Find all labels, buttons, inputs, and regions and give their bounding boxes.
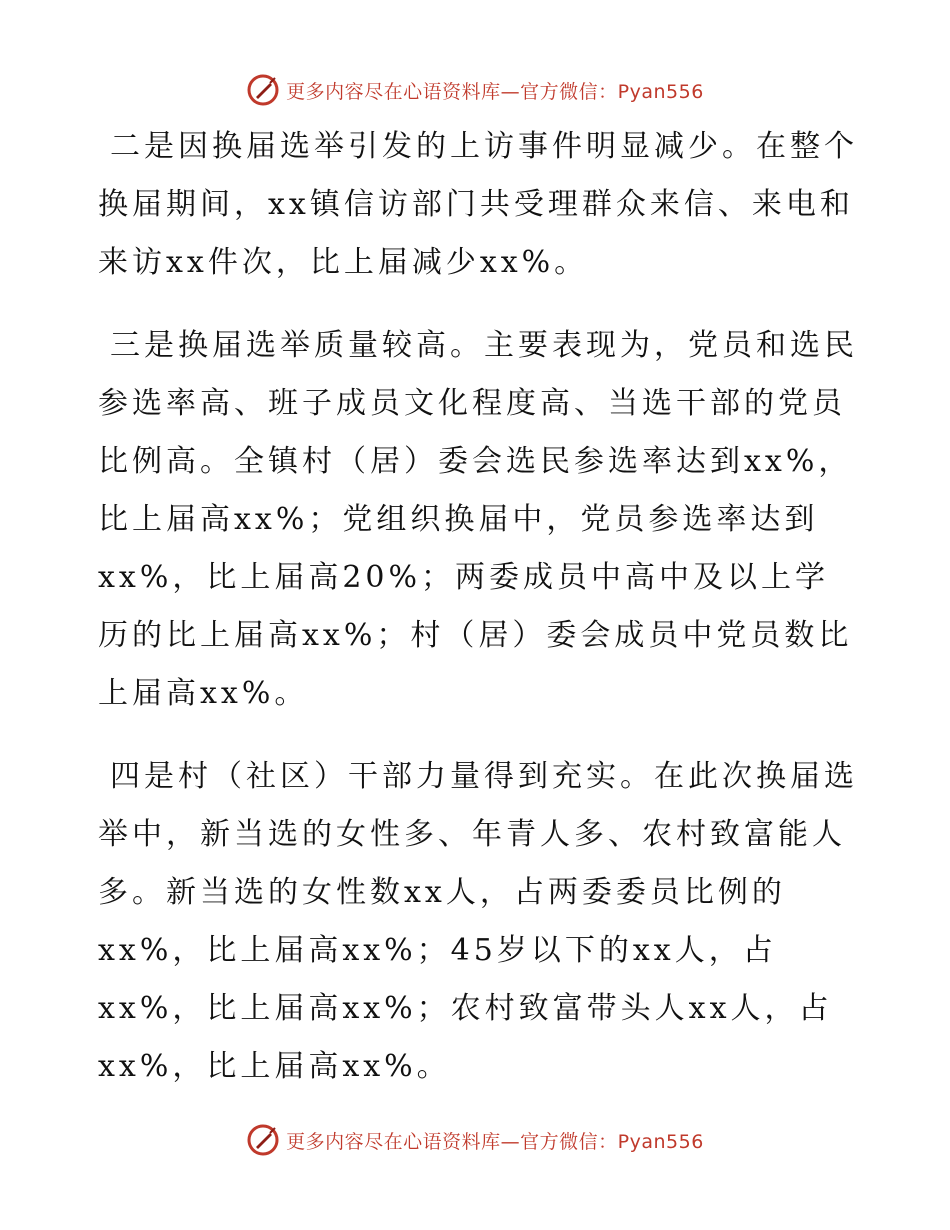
quill-logo-icon <box>246 73 280 107</box>
paragraph-4: 四是村（社区）干部力量得到充实。在此次换届选举中，新当选的女性多、年青人多、农村致富能人多。新当选的女性数xx人，占两委委员比例的xx%，比上届高xx%；45岁以下的xx人，占xx%，比上届高xx%；农村致富带头人xx人，占xx%，比上届高xx%。 <box>98 759 858 1084</box>
header-banner <box>0 70 950 110</box>
paragraph-2: 二是因换届选举引发的上访事件明显减少。在整个换届期间，xx镇信访部门共受理群众来信、来电和来访xx件次，比上届减少xx%。 <box>98 129 858 280</box>
paragraph-3: 三是换届选举质量较高。主要表现为，党员和选民参选率高、班子成员文化程度高、当选干部的党员比例高。全镇村（居）委会选民参选率达到xx%，比上届高xx%；党组织换届中，党员参选率达到xx%，比上届高20%；两委成员中高中及以上学历的比上届高xx%；村（居）委会成员中党员数比上届高xx%。 <box>98 328 858 711</box>
quill-logo-icon <box>246 1123 280 1157</box>
footer-banner-text: 更多内容尽在心语资料库—官方微信：Pyan556 <box>286 1130 704 1153</box>
document-body <box>98 118 858 1121</box>
header-banner-text: 更多内容尽在心语资料库—官方微信：Pyan556 <box>286 80 704 103</box>
footer-banner <box>0 1120 950 1160</box>
